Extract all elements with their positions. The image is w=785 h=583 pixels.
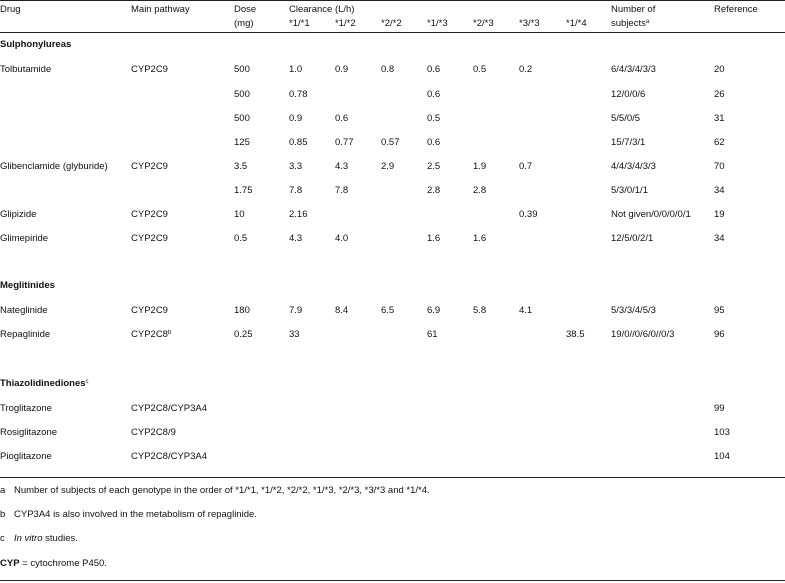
cell-ref: 70	[714, 161, 725, 172]
cell-dose: 3.5	[234, 161, 248, 172]
cell-drug: Pioglitazone	[0, 451, 52, 462]
header-genotype: *2/*3	[473, 18, 494, 29]
cell-c12: 0.6	[335, 113, 349, 124]
cell-c13: 61	[427, 329, 438, 340]
header-genotype: *1/*3	[427, 18, 448, 29]
header-drug: Drug	[0, 4, 21, 15]
cell-c33: 0.39	[519, 209, 538, 220]
cell-c13: 6.9	[427, 305, 441, 316]
cell-ref: 34	[714, 233, 725, 244]
cell-ref: 103	[714, 427, 730, 438]
abbreviation-term: CYP	[0, 558, 20, 569]
cell-c22: 0.57	[381, 137, 400, 148]
cell-dose: 500	[234, 64, 250, 75]
header-reference: Reference	[714, 4, 758, 15]
footnote-italic: In vitro	[14, 533, 43, 544]
cell-ref: 62	[714, 137, 725, 148]
cell-dose: 0.5	[234, 233, 248, 244]
cell-c33: 4.1	[519, 305, 533, 316]
cell-c13: 0.6	[427, 137, 441, 148]
cell-drug: Rosiglitazone	[0, 427, 58, 438]
cell-c11: 4.3	[289, 233, 303, 244]
cell-c23: 1.9	[473, 161, 487, 172]
cell-ref: 96	[714, 329, 725, 340]
cell-c22: 2.9	[381, 161, 395, 172]
section-heading-thiazolidinediones: Thiazolidinediones$^c$	[0, 378, 89, 389]
cell-c13: 1.6	[427, 233, 441, 244]
cell-ref: 31	[714, 113, 725, 124]
table-bottom-rule	[0, 580, 785, 581]
cell-pathway: CYP2C8$^b$	[131, 329, 172, 340]
cell-ref: 34	[714, 185, 725, 196]
cell-c11: 0.85	[289, 137, 308, 148]
cell-c13: 2.8	[427, 185, 441, 196]
header-subjects-line1: Number of	[611, 4, 656, 15]
abbreviation-definition: = cytochrome P450.	[19, 558, 107, 569]
footnote-rule	[0, 477, 785, 478]
cell-n: 5/3/3/4/5/3	[611, 305, 656, 316]
footnote-letter: c	[0, 533, 5, 544]
cell-c11: 33	[289, 329, 300, 340]
cell-c12: 0.77	[335, 137, 354, 148]
footnote-text: Number of subjects of each genotype in the order of *1/*1, *1/*2, *2/*2, *1/*3, *2/*3, *3/*3 and *1/*4.	[14, 485, 430, 496]
cell-c33: 0.7	[519, 161, 533, 172]
section-heading-sulphonylureas: Sulphonylureas	[0, 39, 72, 50]
header-genotype: *1/*2	[335, 18, 356, 29]
cell-pathway: CYP2C8/9	[131, 427, 176, 438]
header-clearance: Clearance (L/h)	[289, 4, 355, 15]
cell-ref: 26	[714, 89, 725, 100]
cell-c23: 1.6	[473, 233, 487, 244]
header-genotype: *2/*2	[381, 18, 402, 29]
cell-pathway: CYP2C8/CYP3A4	[131, 451, 208, 462]
cell-ref: 20	[714, 64, 725, 75]
footnote-abbreviation	[0, 558, 107, 569]
cell-c11: 7.8	[289, 185, 303, 196]
cell-c11: 2.16	[289, 209, 308, 220]
cell-dose: 10	[234, 209, 245, 220]
cell-n: 15/7/3/1	[611, 137, 646, 148]
header-pathway: Main pathway	[131, 4, 190, 15]
cell-c11: 7.9	[289, 305, 303, 316]
cell-ref: 95	[714, 305, 725, 316]
header-rule	[0, 32, 785, 33]
footnote-letter: b	[0, 509, 6, 520]
cell-n: 4/4/3/4/3/3	[611, 161, 656, 172]
cell-c12: 7.8	[335, 185, 349, 196]
footnote-text: CYP3A4 is also involved in the metabolism of repaglinide.	[14, 509, 257, 520]
cell-n: 5/5/0/5	[611, 113, 641, 124]
cell-c22: 6.5	[381, 305, 395, 316]
cell-c13: 0.6	[427, 64, 441, 75]
footnote-marker-a: a	[645, 19, 650, 25]
footnote-text: studies.	[42, 533, 78, 544]
cell-c11: 3.3	[289, 161, 303, 172]
cell-c33: 0.2	[519, 64, 533, 75]
header-genotype: *3/*3	[519, 18, 540, 29]
header-genotype: *1/*1	[289, 18, 310, 29]
cell-pathway: CYP2C9	[131, 161, 168, 172]
cell-c11: 0.78	[289, 89, 308, 100]
cell-pathway: CYP2C8/CYP3A4	[131, 403, 208, 414]
cell-c11: 1.0	[289, 64, 303, 75]
cell-drug: Troglitazone	[0, 403, 52, 414]
cell-c13: 2.5	[427, 161, 441, 172]
cell-dose: 125	[234, 137, 250, 148]
footnote-marker-c: c	[85, 379, 89, 385]
cell-c13: 0.6	[427, 89, 441, 100]
cell-dose: 500	[234, 89, 250, 100]
cell-c23: 5.8	[473, 305, 487, 316]
cell-drug: Glibenclamide (glyburide)	[0, 161, 108, 172]
cell-dose: 1.75	[234, 185, 253, 196]
cell-n: 12/0/0/6	[611, 89, 646, 100]
cell-dose: 0.25	[234, 329, 253, 340]
cell-n: Not given/0/0/0/0/1	[611, 209, 691, 220]
footnote-letter: a	[0, 485, 6, 496]
cell-ref: 19	[714, 209, 725, 220]
footnote-marker-b: b	[167, 330, 172, 336]
cell-c11: 0.9	[289, 113, 303, 124]
header-dose-line1: Dose	[234, 4, 257, 15]
cell-c23: 2.8	[473, 185, 487, 196]
cell-ref: 99	[714, 403, 725, 414]
cell-c13: 0.5	[427, 113, 441, 124]
cell-c22: 0.8	[381, 64, 395, 75]
footnote-c	[0, 533, 78, 544]
cell-c12: 4.0	[335, 233, 349, 244]
cell-c12: 0.9	[335, 64, 349, 75]
cell-drug: Nateglinide	[0, 305, 48, 316]
cell-pathway: CYP2C9	[131, 64, 168, 75]
header-dose-line2: (mg)	[234, 18, 254, 29]
footnote-a	[0, 485, 430, 496]
header-subjects-line2: subjects$^a$	[611, 18, 650, 29]
cell-drug: Repaglinide	[0, 329, 51, 340]
cell-c14: 38.5	[566, 329, 585, 340]
cell-n: 19/0//0/6/0//0/3	[611, 329, 675, 340]
cell-c12: 4.3	[335, 161, 349, 172]
cell-c23: 0.5	[473, 64, 487, 75]
cell-n: 12/5/0/2/1	[611, 233, 654, 244]
cell-pathway: CYP2C9	[131, 233, 168, 244]
cell-dose: 500	[234, 113, 250, 124]
cell-drug: Glimepiride	[0, 233, 49, 244]
footnote-b	[0, 509, 257, 520]
section-heading-meglitinides: Meglitinides	[0, 280, 55, 291]
cell-drug: Glipizide	[0, 209, 37, 220]
table-top-rule	[0, 0, 785, 1]
cell-ref: 104	[714, 451, 730, 462]
cell-drug: Tolbutamide	[0, 64, 52, 75]
cell-n: 6/4/3/4/3/3	[611, 64, 656, 75]
cell-c12: 8.4	[335, 305, 349, 316]
cell-dose: 180	[234, 305, 250, 316]
header-genotype: *1/*4	[566, 18, 587, 29]
cell-pathway: CYP2C9	[131, 305, 168, 316]
cell-n: 5/3/0/1/1	[611, 185, 648, 196]
cell-pathway: CYP2C9	[131, 209, 168, 220]
